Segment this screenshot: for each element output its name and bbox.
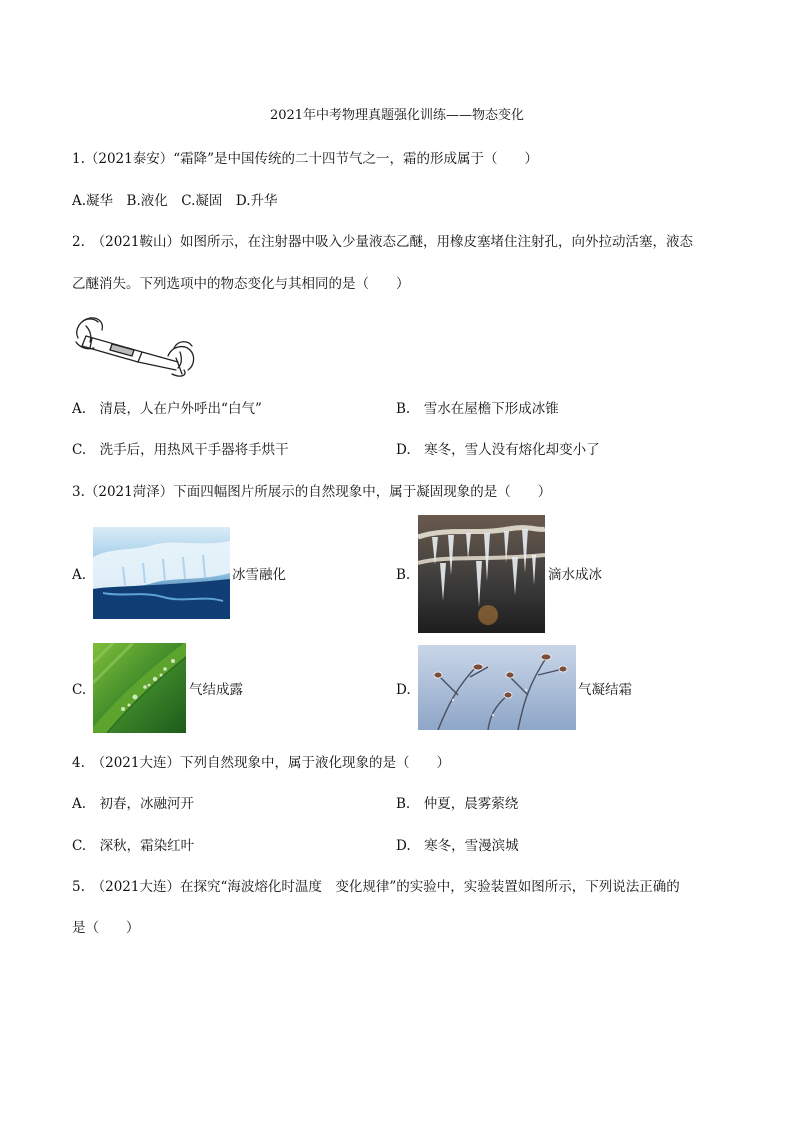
question-4-option-b: B. 仲夏，晨雾萦绕 — [396, 796, 519, 812]
question-3-option-b-letter: B. — [396, 567, 411, 583]
question-3-option-a-caption: 冰雪融化 — [232, 567, 286, 583]
question-3-stem: 3.（2021菏泽）下面四幅图片所展示的自然现象中，属于凝固现象的是（ ） — [72, 484, 552, 500]
question-3-option-d-caption: 气凝结霜 — [578, 682, 632, 698]
question-2-option-a: A. 清晨，人在户外呼出“白气” — [72, 401, 262, 417]
question-3-option-d-letter: D. — [396, 682, 411, 698]
question-5-stem-line-1: 5. （2021大连）在探究“海波熔化时温度 变化规律”的实验中，实验装置如图所示，下列说法正确的 — [72, 879, 680, 895]
question-2-stem-line-1: 2. （2021鞍山）如图所示，在注射器中吸入少量液态乙醚，用橡皮塞堵住注射孔，向外拉动活塞，液态 — [72, 234, 693, 250]
question-4-option-d: D. 寒冬，雪漫滨城 — [396, 838, 519, 854]
question-1-stem: 1.（2021泰安）“霜降”是中国传统的二十四节气之一，霜的形成属于（ ） — [72, 151, 539, 167]
question-3-option-c-caption: 气结成露 — [189, 682, 243, 698]
question-1-options: A.凝华 B.液化 C.凝固 D.升华 — [72, 193, 278, 209]
ice-melting-photo — [93, 527, 230, 619]
question-4-option-c: C. 深秋，霜染红叶 — [72, 838, 195, 854]
dew-leaf-photo — [93, 643, 186, 733]
question-2-option-b: B. 雪水在屋檐下形成冰锥 — [396, 401, 559, 417]
question-2-option-d: D. 寒冬，雪人没有熔化却变小了 — [396, 442, 600, 458]
page-title: 2021年中考物理真题强化训练——物态变化 — [269, 108, 525, 123]
icicles-photo — [418, 515, 545, 633]
question-2-stem-line-2: 乙醚消失。下列选项中的物态变化与其相同的是（ ） — [72, 276, 410, 292]
question-3-option-a-letter: A. — [72, 567, 87, 583]
question-3-option-c-letter: C. — [72, 682, 87, 698]
question-5-stem-line-2: 是（ ） — [72, 920, 140, 936]
frost-branches-photo — [418, 645, 576, 730]
question-4-option-a: A. 初春，冰融河开 — [72, 796, 195, 812]
question-2-option-c: C. 洗手后，用热风干手器将手烘干 — [72, 442, 289, 458]
question-3-option-b-caption: 滴水成冰 — [548, 567, 602, 583]
syringe-diagram — [72, 312, 204, 380]
question-4-stem: 4. （2021大连）下列自然现象中，属于液化现象的是（ ） — [72, 755, 450, 771]
